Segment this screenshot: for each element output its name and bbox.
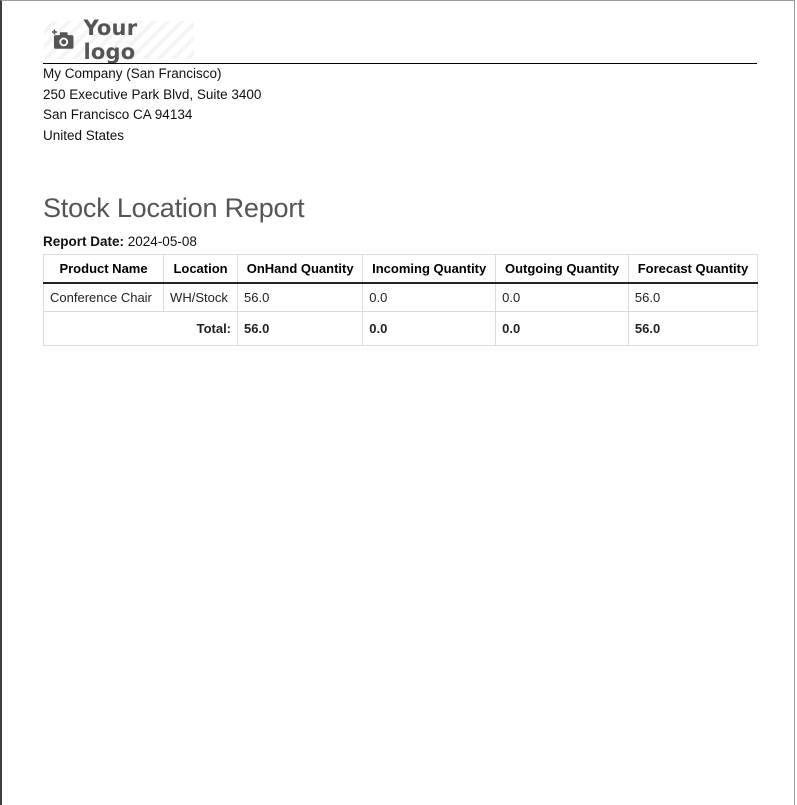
company-logo [44,16,194,64]
column-header-incoming: Incoming Quantity [363,255,496,284]
total-forecast: 56.0 [628,312,757,346]
cell-outgoing: 0.0 [496,283,629,312]
total-label: Total: [44,312,238,346]
total-outgoing: 0.0 [496,312,629,346]
cell-incoming: 0.0 [363,283,496,312]
total-incoming: 0.0 [363,312,496,346]
column-header-product: Product Name [44,255,164,284]
report-title: Stock Location Report [43,193,305,223]
column-header-onhand: OnHand Quantity [238,255,363,284]
company-street: 250 Executive Park Blvd, Suite 3400 [43,86,262,102]
cell-product-name: Conference Chair [44,283,164,312]
report-date [43,234,197,249]
report-date-label: Report Date: [43,234,125,249]
report-date-value: 2024-05-08 [127,234,197,249]
cell-location: WH/Stock [164,283,238,312]
column-header-forecast: Forecast Quantity [628,255,757,284]
company-city: San Francisco CA 94134 [43,107,193,123]
column-header-outgoing: Outgoing Quantity [496,255,629,284]
column-header-location: Location [164,255,238,284]
stock-table [43,254,758,346]
company-name: My Company (San Francisco) [43,66,222,81]
total-onhand: 56.0 [238,312,363,346]
logo-text: Your logo [83,16,138,64]
camera-icon [52,29,75,51]
cell-forecast: 56.0 [628,283,757,312]
table-row [44,283,758,312]
company-address [43,64,261,146]
table-header-row [44,255,758,284]
cell-onhand: 56.0 [238,283,363,312]
total-row [44,312,758,346]
company-country: United States [43,127,125,143]
